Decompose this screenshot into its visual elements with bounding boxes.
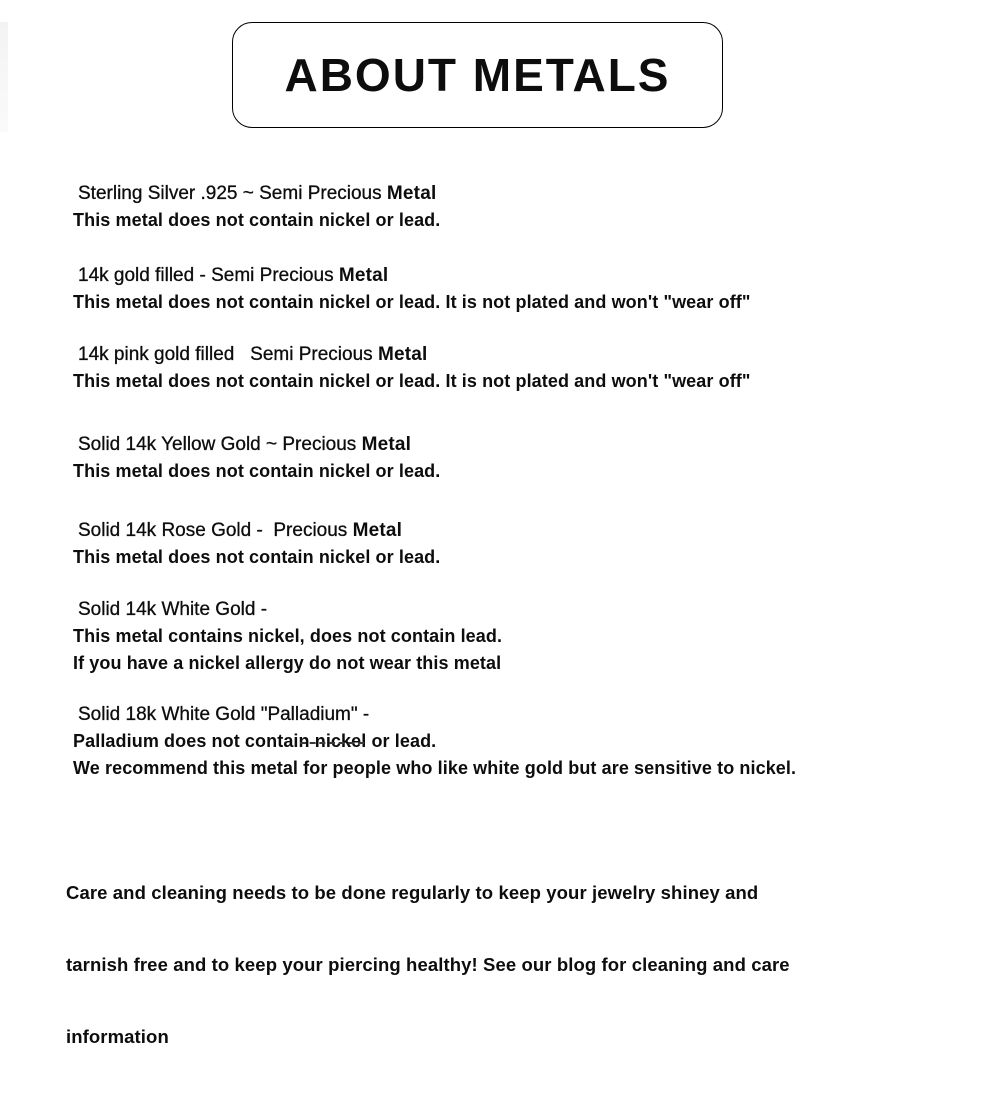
- heading-text: 14k pink gold filled Semi Precious: [78, 344, 378, 365]
- section-heading: [73, 431, 988, 458]
- section-heading: [73, 596, 988, 623]
- heading-emphasis: Metal: [361, 434, 412, 455]
- title-box: [232, 22, 723, 128]
- section-heading: [73, 517, 988, 544]
- footer-line: Care and cleaning needs to be done regularly to keep your jewelry shiney and: [66, 882, 759, 903]
- section-body-line: This metal does not contain nickel or lead. It is not plated and won't "wear off": [73, 371, 751, 391]
- scan-artifact: [0, 22, 8, 132]
- heading-text: Solid 14k White Gold -: [78, 599, 268, 620]
- section-heading: [73, 701, 988, 728]
- section-sterling-silver: [73, 180, 988, 234]
- section-solid-14k-rose-gold: [73, 517, 988, 571]
- section-solid-14k-yellow-gold: [73, 431, 988, 485]
- heading-text: Sterling Silver .925 ~ Semi Precious: [78, 183, 387, 204]
- footer-line: information: [66, 1026, 169, 1047]
- page-title: ABOUT METALS: [284, 49, 671, 101]
- heading-emphasis: Metal: [338, 265, 389, 286]
- section-solid-18k-white-gold-palladium: [73, 701, 988, 782]
- heading-emphasis: Metal: [377, 344, 428, 365]
- section-14k-gold-filled: [73, 262, 988, 316]
- section-body-line: Palladium does not contain nickel or lead.: [73, 731, 437, 751]
- spellcheck-underline-artifact: [300, 734, 364, 744]
- about-metals-page: [0, 22, 988, 1047]
- heading-text: Solid 14k Rose Gold - Precious: [78, 520, 353, 541]
- heading-emphasis: Metal: [386, 183, 437, 204]
- section-body-line: This metal does not contain nickel or lead.: [73, 547, 441, 567]
- heading-text: 14k gold filled - Semi Precious: [78, 265, 339, 286]
- section-body-line: If you have a nickel allergy do not wear this metal: [73, 653, 502, 673]
- section-heading: [73, 341, 988, 368]
- heading-text: Solid 14k Yellow Gold ~ Precious: [78, 434, 362, 455]
- footer-line: tarnish free and to keep your piercing healthy! See our blog for cleaning and care: [66, 954, 790, 975]
- section-body-line: We recommend this metal for people who like white gold but are sensitive to nickel.: [73, 758, 797, 778]
- care-and-cleaning-note: [66, 833, 988, 1097]
- section-heading: [73, 262, 988, 289]
- section-solid-14k-white-gold: [73, 596, 988, 677]
- section-14k-pink-gold-filled: [73, 341, 988, 395]
- metal-sections: [0, 180, 988, 1097]
- section-body-line: This metal does not contain nickel or lead.: [73, 461, 441, 481]
- section-heading: [73, 180, 988, 207]
- heading-emphasis: Metal: [352, 520, 403, 541]
- section-body-line: This metal does not contain nickel or lead. It is not plated and won't "wear off": [73, 292, 751, 312]
- section-body-line: This metal contains nickel, does not contain lead.: [73, 626, 503, 646]
- heading-text: Solid 18k White Gold "Palladium" -: [78, 704, 370, 725]
- section-body-line: This metal does not contain nickel or lead.: [73, 210, 441, 230]
